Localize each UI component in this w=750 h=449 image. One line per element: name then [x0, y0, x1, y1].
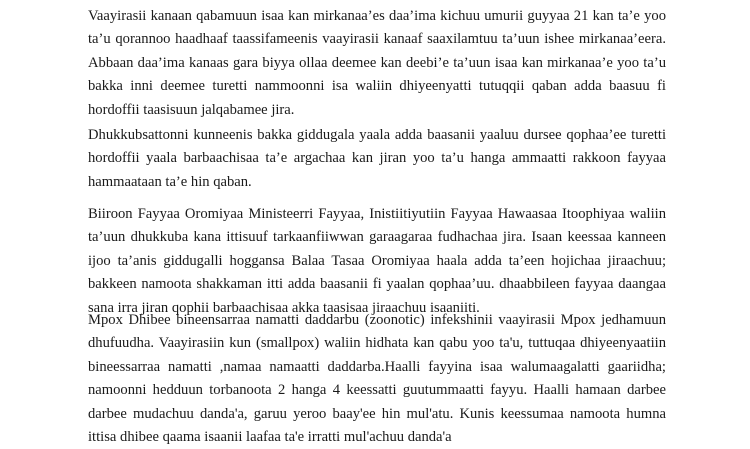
text-line: Vaayirasii kanaan qabamuun isaa kan mirkanaa’es daa’ima kichuu umurii guyyaa 21 kan ta’e yoo [88, 8, 666, 24]
paragraph-4 [88, 309, 666, 449]
text-line: ijoo ta’anis giddugalli hoggansa Balaa Tasaa Oromiyaa haala adda ta’een hojichaa jiraachuu; [88, 252, 666, 269]
text-line: ta’uun dhukkuba kana ittisuuf tarkaanfiiwwan garaagaraa fudhachaa jira. Isaan keessaa kanneen [88, 229, 666, 246]
text-line: bakkeen namoota shakkaman itti adda baasanii fi yaalan qophaa’uu. dhaabbileen fayyaa daangaa [88, 276, 666, 293]
paragraph-2 [88, 124, 666, 194]
text-line: Dhukkubsattonni kunneenis bakka giddugala yaala adda baasanii yaaluu dursee qophaa’ee turetti [88, 127, 666, 143]
text-line: bakka inni deemee turetti nammoonni isa waliin dhiyeenyatti tutuqqii qaban adda baasuu fi [88, 78, 666, 95]
text-line: bineessarraa namatti ,namaa namaatti daddarba.Haalli fayyina isaa walumaagalatti gaariidha; [88, 358, 666, 375]
text-line: dhufuudha. Vaayirasiin kun (smallpox) waliin hidhata kan qabu yoo ta'u, tuttuqaa dhiyeenyaatiin [88, 335, 666, 352]
text-line: darbee mudachuu danda'a, garuu yeroo baay'ee hin mul'atu. Kunis keessumaa namoota humna [88, 405, 666, 422]
text-line: namoonni hedduun torbanoota 2 hanga 4 keessatti guutummaatti fayyu. Haalli hamaan darbee [88, 382, 666, 399]
text-line: sana irra jiran qophii barbaachisaa akka taasisaa jiraachuu isaaniiti. [88, 299, 480, 316]
text-line: Abbaan daa’ima kanaas gara biyya ollaa deemee kan deebi’e ta’uun isaa kan mirkanaa’e yoo ta’u [88, 54, 666, 71]
paragraph-1 [88, 5, 666, 122]
text-line: Mpox Dhibee bineensarraa namatti daddarbu (zoonotic) infekshinii vaayirasii Mpox jedhamuun [88, 312, 666, 328]
text-line: hordoffii taasisuun jalqabamee jira. [88, 101, 295, 118]
text-line: hordoffii yaala barbaachisaa ta’e argachaa kan jiran yoo ta’u hanga ammaatti rakkoon fayyaa [88, 150, 666, 167]
paragraph-3 [88, 203, 666, 320]
text-line: hammaataan ta’e hin qaban. [88, 173, 252, 190]
text-line: Biiroon Fayyaa Oromiyaa Ministeerri Fayyaa, Inistiitiyutiin Fayyaa Hawaasaa Itoophiyaa waliin [88, 206, 666, 222]
text-line: ta’u qorannoo haadhaaf taassifameenis vaayirasii kanaaf saaxilamtuu ta’uun ishee mirkanaa’eera. [88, 31, 666, 48]
text-line: ittisa dhibee qaama isaanii laafaa ta'e irratti mul'achuu danda'a [88, 429, 452, 446]
